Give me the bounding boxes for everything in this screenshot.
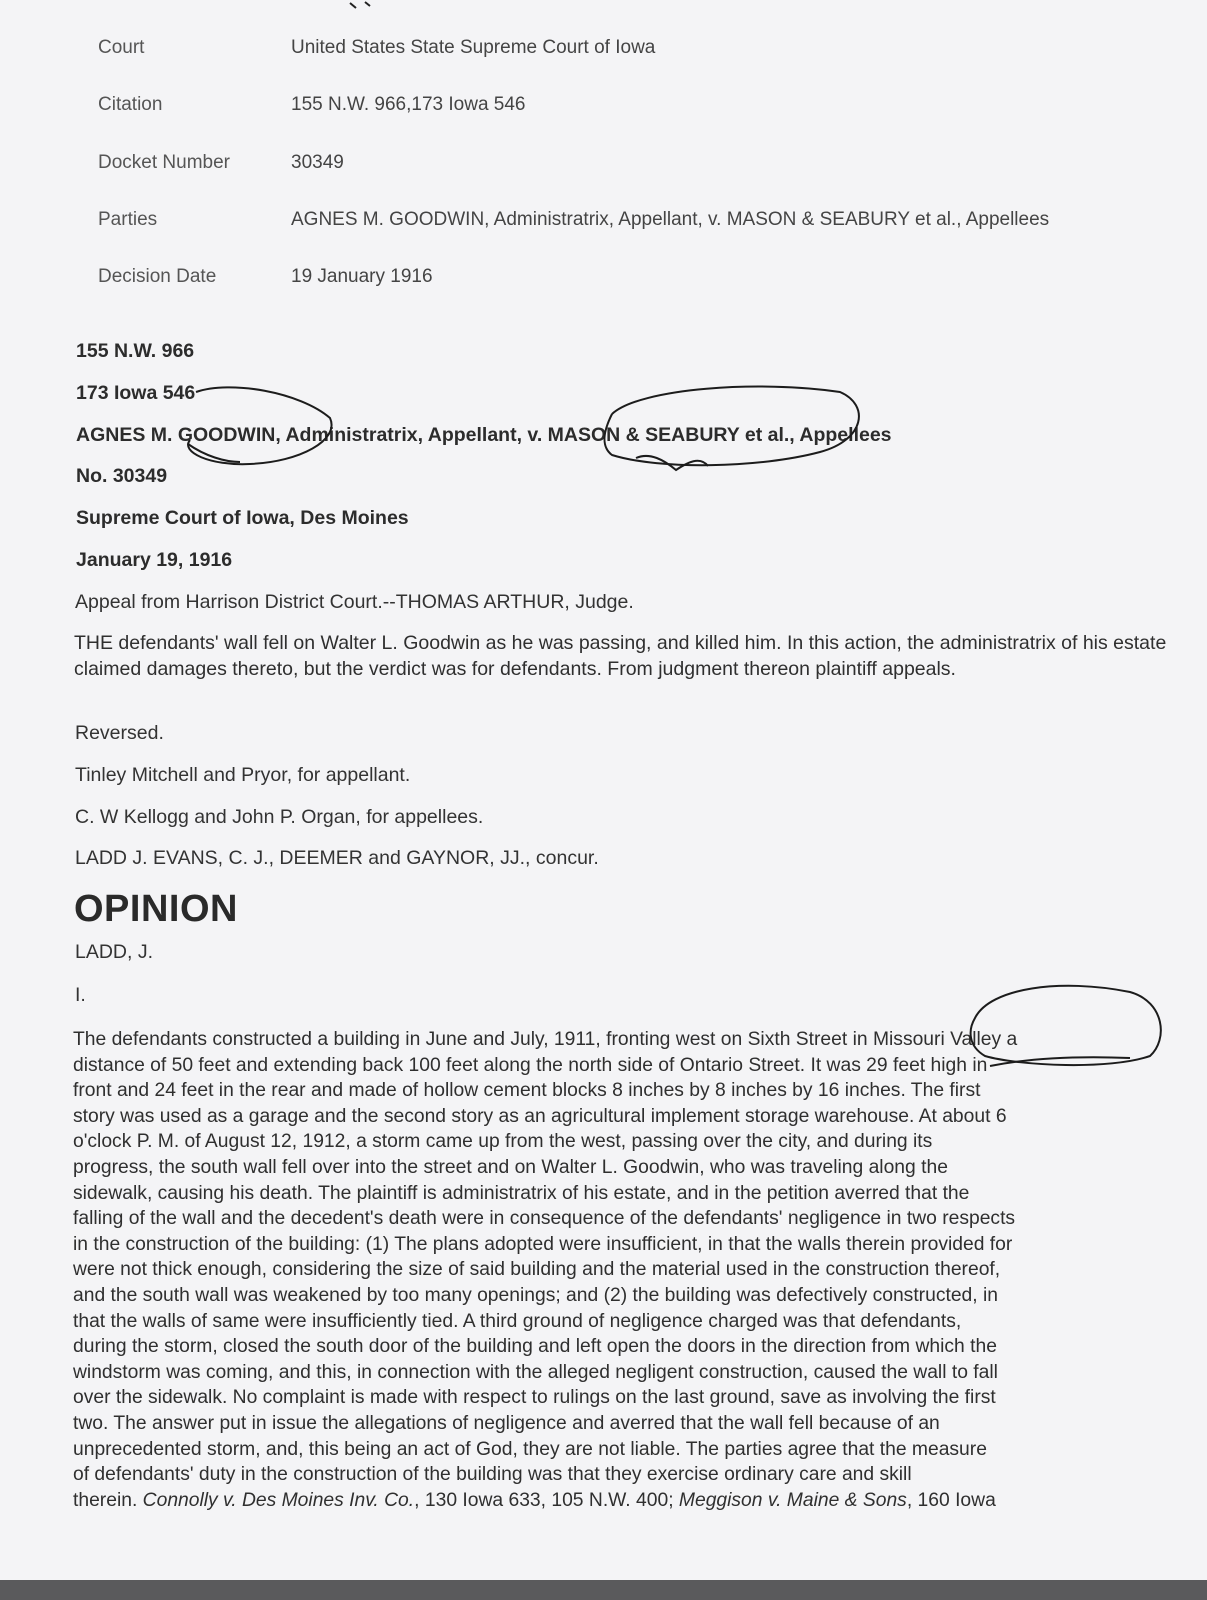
ink-circle-mason <box>604 387 858 466</box>
section-number: I. <box>75 984 86 1006</box>
meta-label: Decision Date <box>98 266 217 287</box>
case-caption: AGNES M. GOODWIN, Administratrix, Appellant, v. MASON & SEABURY et al., Appellees <box>76 424 892 446</box>
meta-value: 19 January 1916 <box>291 266 433 287</box>
meta-value: 155 N.W. 966,173 Iowa 546 <box>291 94 526 115</box>
court-name: Supreme Court of Iowa, Des Moines <box>76 507 409 529</box>
decision-date: January 19, 1916 <box>76 549 233 571</box>
appellee-counsel: C. W Kellogg and John P. Organ, for appellees. <box>75 806 484 828</box>
citation-case-name: Meggison v. Maine & Sons <box>678 1489 907 1511</box>
docket-number: No. 30349 <box>76 465 168 487</box>
meta-value: AGNES M. GOODWIN, Administratrix, Appellant, v. MASON & SEABURY et al., Appellees <box>291 209 1050 230</box>
opinion-body-text: The defendants constructed a building in June and July, 1911, fronting west on Sixth Street in Missouri Valley a distance of 50 feet and extending back 100 feet along the north side of Ontario Street. It was 29 feet high in front and 24 feet in the rear and made of hollow cement blocks 8 inches by 8 inches by 16 inches. The first story was used as a garage and the second story as an agricultural implement storage warehouse. At about 6 o'clock P. M. of August 12, 1912, a storm came up from the west, passing over the city, and during its progress, the south wall fell over into the street and on Walter L. Goodwin, who was traveling along the sidewalk, causing his death. The plaintiff is administratrix of his estate, and in the petition averred that the falling of the wall and the decedent's death were in consequence of the defendants' negligence in two respects in the construction of the building: (1) The plans adopted were insufficient, in that the walls therein provided for were not thick enough, considering the size of said building and the material used in the construction thereof, and the south wall was weakened by too many openings; and (2) the building was defectively constructed, in that the walls of same were insufficiently tied. A third ground of negligence charged was that defendants, during the storm, closed the south door of the building and left open the doors in the direction from which the windstorm was coming, and this, in connection with the alleged negligent construction, caused the wall to fall over the sidewalk. No complaint is made with respect to rulings on the last ground, save as involving the first two. The answer put in issue the allegations of negligence and averred that the wall fell because of an unprecedented storm, and, this being an act of God, they are not liable. The parties agree that the measure of defendants' duty in the construction of the building was that they exercise ordinary care and skill therein. <box>73 1029 1018 1511</box>
opinion-author: LADD, J. <box>75 941 154 963</box>
concurring-judges: LADD J. EVANS, C. J., DEEMER and GAYNOR, JJ., concur. <box>75 847 599 869</box>
citation-reference: , 160 Iowa <box>906 1489 996 1511</box>
meta-label: Docket Number <box>98 152 230 173</box>
reporter-citation: 155 N.W. 966 <box>76 340 195 362</box>
opinion-heading: OPINION <box>74 888 238 930</box>
ink-mark-top <box>350 2 370 8</box>
iowa-citation: 173 Iowa 546 <box>76 382 196 404</box>
citation-case-name: Connolly v. Des Moines Inv. Co. <box>142 1489 415 1511</box>
ink-circle-goodwin <box>188 387 331 464</box>
ink-circle-missouri-valley <box>971 986 1161 1065</box>
meta-value: 30349 <box>291 152 344 173</box>
appellant-counsel: Tinley Mitchell and Pryor, for appellant. <box>75 764 411 786</box>
meta-value: United States State Supreme Court of Iowa <box>291 37 656 58</box>
meta-label: Parties <box>98 209 158 230</box>
meta-label: Citation <box>98 94 163 115</box>
appeal-line: Appeal from Harrison District Court.--THOMAS ARTHUR, Judge. <box>75 591 634 613</box>
ink-mark-goodwin <box>188 444 240 462</box>
summary-paragraph: THE defendants' wall fell on Walter L. Goodwin as he was passing, and killed him. In this action, the administratrix of his estate claimed damages thereto, but the verdict was for defendants. From judgment thereon plaintiff appeals. <box>74 632 1167 680</box>
citation-reference: , 130 Iowa 633, 105 N.W. 400; <box>414 1489 679 1511</box>
meta-label: Court <box>98 37 145 58</box>
scanner-edge <box>0 1580 1207 1600</box>
result-line: Reversed. <box>75 722 164 744</box>
